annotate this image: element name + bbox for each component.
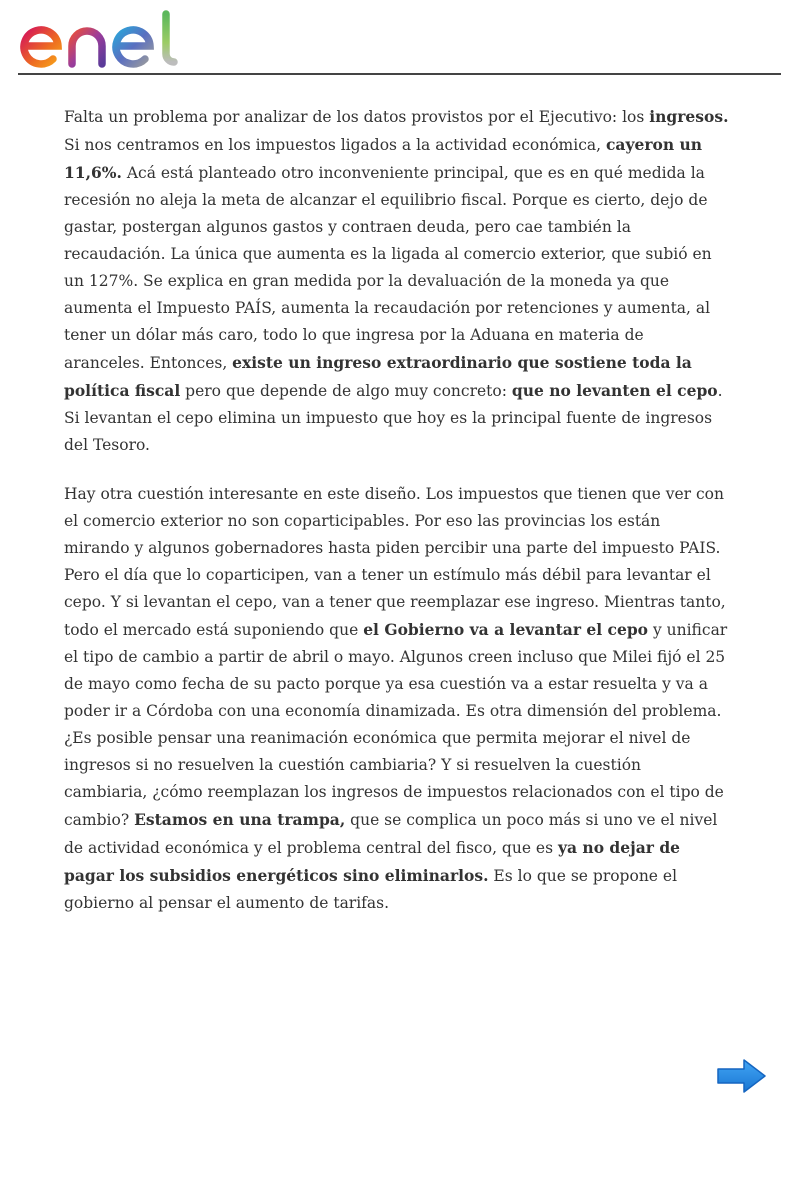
- page-header: [0, 0, 800, 76]
- bold-segment: existe un ingreso extraordinario que sostiene toda la política fiscal: [64, 353, 692, 400]
- bold-segment: que no levanten el cepo: [511, 381, 718, 400]
- bold-segment: ingresos.: [649, 107, 729, 126]
- next-page-button[interactable]: [714, 1056, 768, 1096]
- article-body: [64, 103, 729, 939]
- text-segment: pero que depende de algo muy concreto:: [180, 382, 512, 400]
- enel-logo-graphic: [16, 8, 178, 70]
- text-segment: . Si levantan el cepo elimina un impuesto que hoy es la principal fuente de ingresos del Tesoro.: [64, 382, 723, 454]
- enel-logo[interactable]: [16, 8, 178, 70]
- bold-segment: el Gobierno va a levantar el cepo: [363, 620, 649, 639]
- bold-segment: cayeron un 11,6%.: [64, 135, 703, 182]
- bold-segment: Estamos en una trampa,: [134, 810, 346, 829]
- article-paragraph-2: [64, 481, 729, 917]
- header-divider: [18, 73, 781, 75]
- text-segment: Falta un problema por analizar de los datos provistos por el Ejecutivo: los: [64, 108, 650, 126]
- text-segment: y unificar el tipo de cambio a partir de abril o mayo. Algunos creen incluso que Milei fijó el 25 de mayo como fecha de su pacto porque ya esa cuestión va a estar resuelta y va a poder ir a Córdoba con una economía dinamizada. Es otra dimensión del problema. ¿Es posible pensar una reanimación económica que permita mejorar el nivel de ingresos si no resuelven la cuestión cambiaria? Y si resuelven la cuestión cambiaria, ¿cómo reemplazan los ingresos de impuestos relacionados con el tipo de cambio?: [64, 621, 728, 829]
- bold-segment: ya no dejar de pagar los subsidios energéticos sino eliminarlos.: [64, 838, 681, 885]
- text-segment: Acá está planteado otro inconveniente principal, que es en qué medida la recesión no aleja la meta de alcanzar el equilibrio fiscal. Porque es cierto, dejo de gastar, postergan algunos gastos y contraen deuda, pero cae también la recaudación. La única que aumenta es la ligada al comercio exterior, que subió en un 127%. Se explica en gran medida por la devaluación de la moneda ya que aumenta el Impuesto PAÍS, aumenta la recaudación por retenciones y aumenta, al tener un dólar más caro, todo lo que ingresa por la Aduana en materia de aranceles. Entonces,: [64, 164, 712, 372]
- right-arrow-icon: [714, 1056, 768, 1096]
- text-segment: Si nos centramos en los impuestos ligados a la actividad económica,: [64, 136, 606, 154]
- text-segment: Hay otra cuestión interesante en este diseño. Los impuestos que tienen que ver con el comercio exterior no son coparticipables. Por eso las provincias los están mirando y algunos gobernadores hasta piden percibir una parte del impuesto PAIS. Pero el día que lo coparticipen, van a tener un estímulo más débil para levantar el cepo. Y si levantan el cepo, van a tener que reemplazar ese ingreso. Mientras tanto, todo el mercado está suponiendo que: [64, 485, 726, 639]
- text-segment: que se complica un poco más si uno ve el nivel de actividad económica y el problema central del fisco, que es: [64, 811, 718, 857]
- article-paragraph-1: [64, 103, 729, 459]
- text-segment: Es lo que se propone el gobierno al pensar el aumento de tarifas.: [64, 867, 678, 912]
